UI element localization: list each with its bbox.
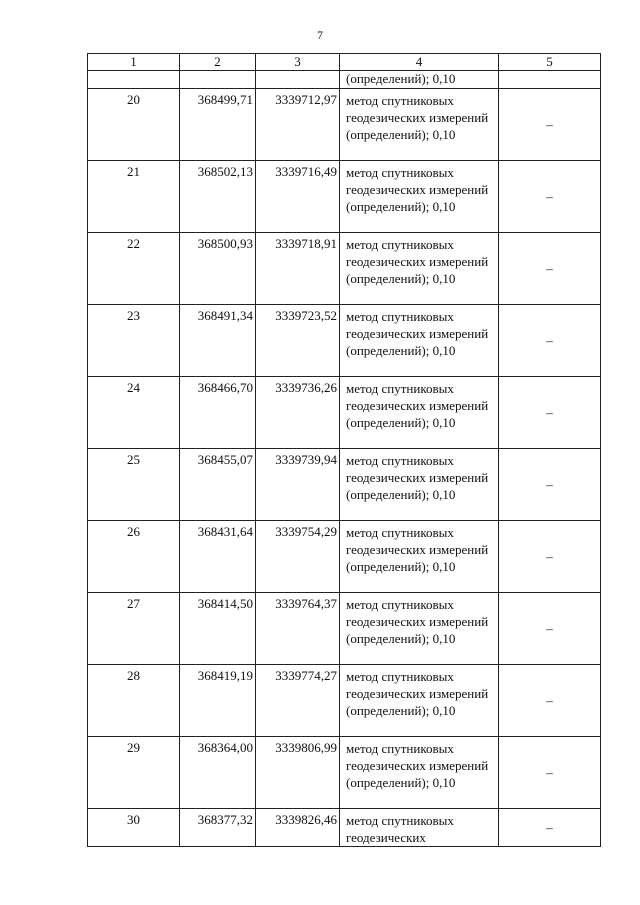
cell-number: 20 — [88, 89, 180, 161]
header-row — [88, 54, 601, 71]
cell-x — [180, 71, 256, 89]
cell-x: 368499,71 — [180, 89, 256, 161]
cell-col5: – — [499, 809, 601, 847]
cell-y — [256, 71, 340, 89]
cell-x: 368364,00 — [180, 737, 256, 809]
cell-number: 25 — [88, 449, 180, 521]
cell-col5: – — [499, 161, 601, 233]
cell-x: 368466,70 — [180, 377, 256, 449]
cell-number: 28 — [88, 665, 180, 737]
cell-y: 3339754,29 — [256, 521, 340, 593]
cell-number: 23 — [88, 305, 180, 377]
table-row — [88, 521, 601, 593]
cell-col5: – — [499, 521, 601, 593]
cell-col5: – — [499, 305, 601, 377]
cell-y: 3339723,52 — [256, 305, 340, 377]
cell-number: 27 — [88, 593, 180, 665]
cell-number — [88, 71, 180, 89]
cell-method: метод спутниковых геодезических измерений (определений); 0,10 — [340, 665, 499, 737]
cell-y: 3339806,99 — [256, 737, 340, 809]
cell-x: 368502,13 — [180, 161, 256, 233]
header-col-5: 5 — [499, 54, 601, 71]
continuation-row — [88, 71, 601, 89]
cell-number: 22 — [88, 233, 180, 305]
cell-y: 3339718,91 — [256, 233, 340, 305]
table-row — [88, 593, 601, 665]
cell-y: 3339716,49 — [256, 161, 340, 233]
cell-method: метод спутниковых геодезических измерений (определений); 0,10 — [340, 449, 499, 521]
cell-col5: – — [499, 89, 601, 161]
cell-number: 21 — [88, 161, 180, 233]
cell-col5 — [499, 71, 601, 89]
header-col-4: 4 — [340, 54, 499, 71]
table-row — [88, 665, 601, 737]
header-col-1: 1 — [88, 54, 180, 71]
cell-number: 26 — [88, 521, 180, 593]
table-row — [88, 89, 601, 161]
cell-col5: – — [499, 449, 601, 521]
cell-x: 368377,32 — [180, 809, 256, 847]
cell-method: метод спутниковых геодезических измерений (определений); 0,10 — [340, 89, 499, 161]
cell-col5: – — [499, 233, 601, 305]
cell-method: метод спутниковых геодезических измерений (определений); 0,10 — [340, 521, 499, 593]
table-row — [88, 161, 601, 233]
cell-col5: – — [499, 593, 601, 665]
cell-y: 3339736,26 — [256, 377, 340, 449]
cell-method: метод спутниковых геодезических измерений (определений); 0,10 — [340, 161, 499, 233]
table-row — [88, 737, 601, 809]
table-row — [88, 233, 601, 305]
cell-x: 368491,34 — [180, 305, 256, 377]
table-row — [88, 305, 601, 377]
cell-x: 368414,50 — [180, 593, 256, 665]
cell-y: 3339712,97 — [256, 89, 340, 161]
cell-y: 3339739,94 — [256, 449, 340, 521]
cell-number: 24 — [88, 377, 180, 449]
cell-col5: – — [499, 377, 601, 449]
cell-method: метод спутниковых геодезических — [340, 809, 499, 847]
cell-y: 3339826,46 — [256, 809, 340, 847]
cell-y: 3339764,37 — [256, 593, 340, 665]
header-col-2: 2 — [180, 54, 256, 71]
table-row — [88, 449, 601, 521]
cell-x: 368419,19 — [180, 665, 256, 737]
cell-x: 368455,07 — [180, 449, 256, 521]
cell-method: (определений); 0,10 — [340, 71, 499, 89]
cell-method: метод спутниковых геодезических измерений (определений); 0,10 — [340, 233, 499, 305]
cell-col5: – — [499, 665, 601, 737]
header-col-3: 3 — [256, 54, 340, 71]
cell-x: 368431,64 — [180, 521, 256, 593]
cell-method: метод спутниковых геодезических измерений (определений); 0,10 — [340, 593, 499, 665]
cell-number: 29 — [88, 737, 180, 809]
cell-x: 368500,93 — [180, 233, 256, 305]
cell-method: метод спутниковых геодезических измерений (определений); 0,10 — [340, 377, 499, 449]
cell-method: метод спутниковых геодезических измерений (определений); 0,10 — [340, 305, 499, 377]
cell-col5: – — [499, 737, 601, 809]
page-number: 7 — [317, 28, 323, 42]
cell-method: метод спутниковых геодезических измерений (определений); 0,10 — [340, 737, 499, 809]
cell-number: 30 — [88, 809, 180, 847]
table-row — [88, 377, 601, 449]
cell-y: 3339774,27 — [256, 665, 340, 737]
table-row — [88, 809, 601, 847]
coordinates-table — [87, 53, 601, 847]
